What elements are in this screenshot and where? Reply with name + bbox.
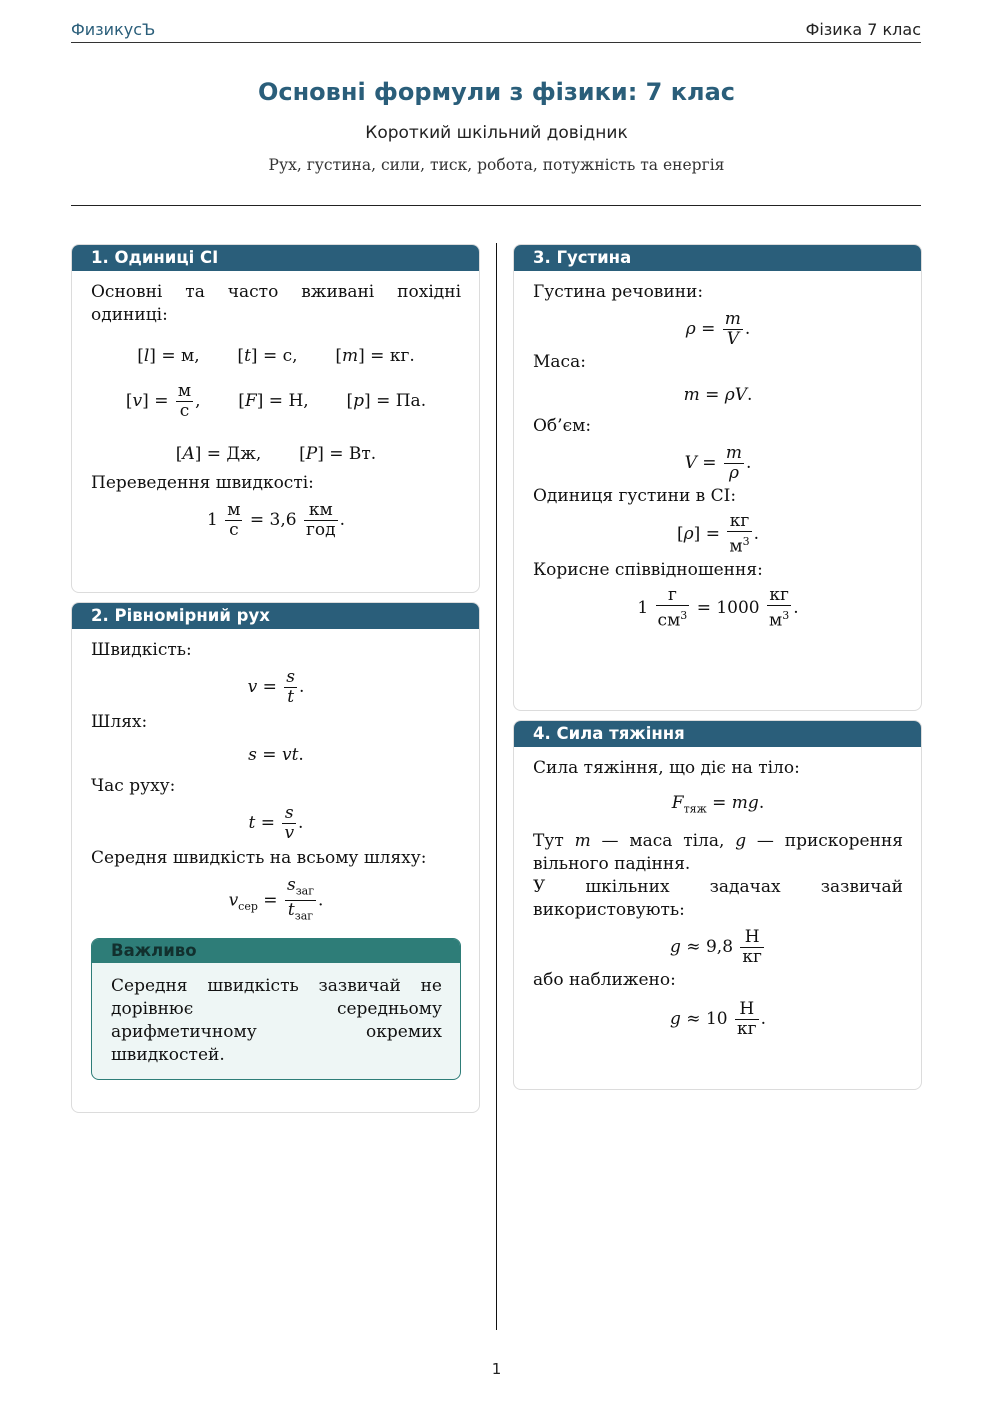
formula-density: ρ = $\frac{m}{V}$ . [685, 309, 751, 349]
formula-mass: m = ρV. [683, 385, 753, 405]
conversion-label: Переведення швидкості: [91, 473, 314, 493]
avg-speed-label: Середня швидкість на всьому шляху: [91, 848, 427, 868]
formula-time: t = $\frac{s}{v}$ . [248, 803, 304, 843]
section-motion [71, 602, 480, 1113]
section-gravity [513, 720, 922, 1090]
important-note [91, 938, 461, 1080]
mass-label: Маса: [533, 352, 586, 372]
path-label: Шлях: [91, 712, 148, 732]
relation-label: Корисне співвідношення: [533, 559, 763, 580]
section-heading: 3. Густина [514, 245, 921, 271]
formula-speed-conversion: 1 $\frac{м}{с}$ = 3,6 $\frac{км}{\text{год}}$ . [207, 500, 345, 540]
page-number: 1 [491, 1360, 502, 1378]
gravity-explanation: Тут m — маса тіла, g — прискорення вільного падіння. [533, 831, 903, 875]
gravity-usage: У шкільних задачах зазвичай використовують: [533, 877, 903, 921]
formula-g-approx: g ≈ 10 $\frac{Н}{кг}$ . [670, 999, 766, 1040]
density-label: Густина речовини: [533, 282, 704, 302]
volume-label: Об’єм: [533, 416, 592, 436]
header-subject: Фізика 7 клас [805, 20, 921, 39]
time-label: Час руху: [91, 776, 176, 796]
header-rule [71, 42, 921, 43]
gravity-intro: Сила тяжіння, що діє на тіло: [533, 758, 800, 778]
section-density [513, 244, 922, 711]
density-unit-label: Одиниця густини в СІ: [533, 486, 737, 506]
note-title: Важливо [92, 939, 460, 963]
approx-label: або наближено: [533, 970, 676, 991]
section-heading: 2. Рівномірний рух [72, 603, 479, 629]
document-topics: Рух, густина, сили, тиск, робота, потужність та енергія [268, 156, 725, 174]
formula-units-energy: [A] = Дж, [P] = Вт. [175, 444, 377, 464]
formula-average-speed: $v_{сер}$ = $\frac{s_{заг}}{t_{заг}}$ . [91, 876, 461, 926]
section-heading: 4. Сила тяжіння [514, 721, 921, 747]
formula-volume: V = $\frac{m}{\rho}$ . [684, 443, 752, 483]
formula-density-unit: [ρ] = $\frac{кг}{м^3}$ . [677, 511, 759, 557]
section-units [71, 244, 480, 593]
formula-units-basic: [l] = м, [t] = с, [m] = кг. [137, 346, 415, 366]
speed-label: Швидкість: [91, 640, 192, 660]
document-title: Основні формули з фізики: 7 клас [257, 78, 736, 106]
formula-speed: v = $\frac{s}{t}$ . [247, 667, 305, 707]
section-heading: 1. Одиниці СІ [72, 245, 479, 271]
header-brand: ФизикусЪ [71, 20, 156, 39]
units-intro: Основні та часто вживані похідні одиниці: [91, 282, 461, 325]
document-subtitle: Короткий шкільний довідник [365, 123, 628, 143]
formula-density-relation: 1 $\frac{г}{см^3}$ = 1000 $\frac{кг}{м^3}$ . [637, 584, 799, 631]
title-rule [71, 205, 921, 206]
formula-units-derived: [v] = $\frac{м}{с}$ , [F] = Н, [p] = Па. [125, 381, 427, 421]
formula-g-value: g ≈ 9,8 $\frac{Н}{кг}$ [670, 927, 762, 968]
formula-gravity-force: $F_{тяж}$ = mg. [671, 793, 765, 816]
formula-path: s = vt. [248, 745, 304, 765]
note-text: Середня швидкість зазвичай не дорівнює середньому арифметичному окремих швидкостей. [111, 975, 442, 1065]
column-divider [496, 243, 497, 1330]
